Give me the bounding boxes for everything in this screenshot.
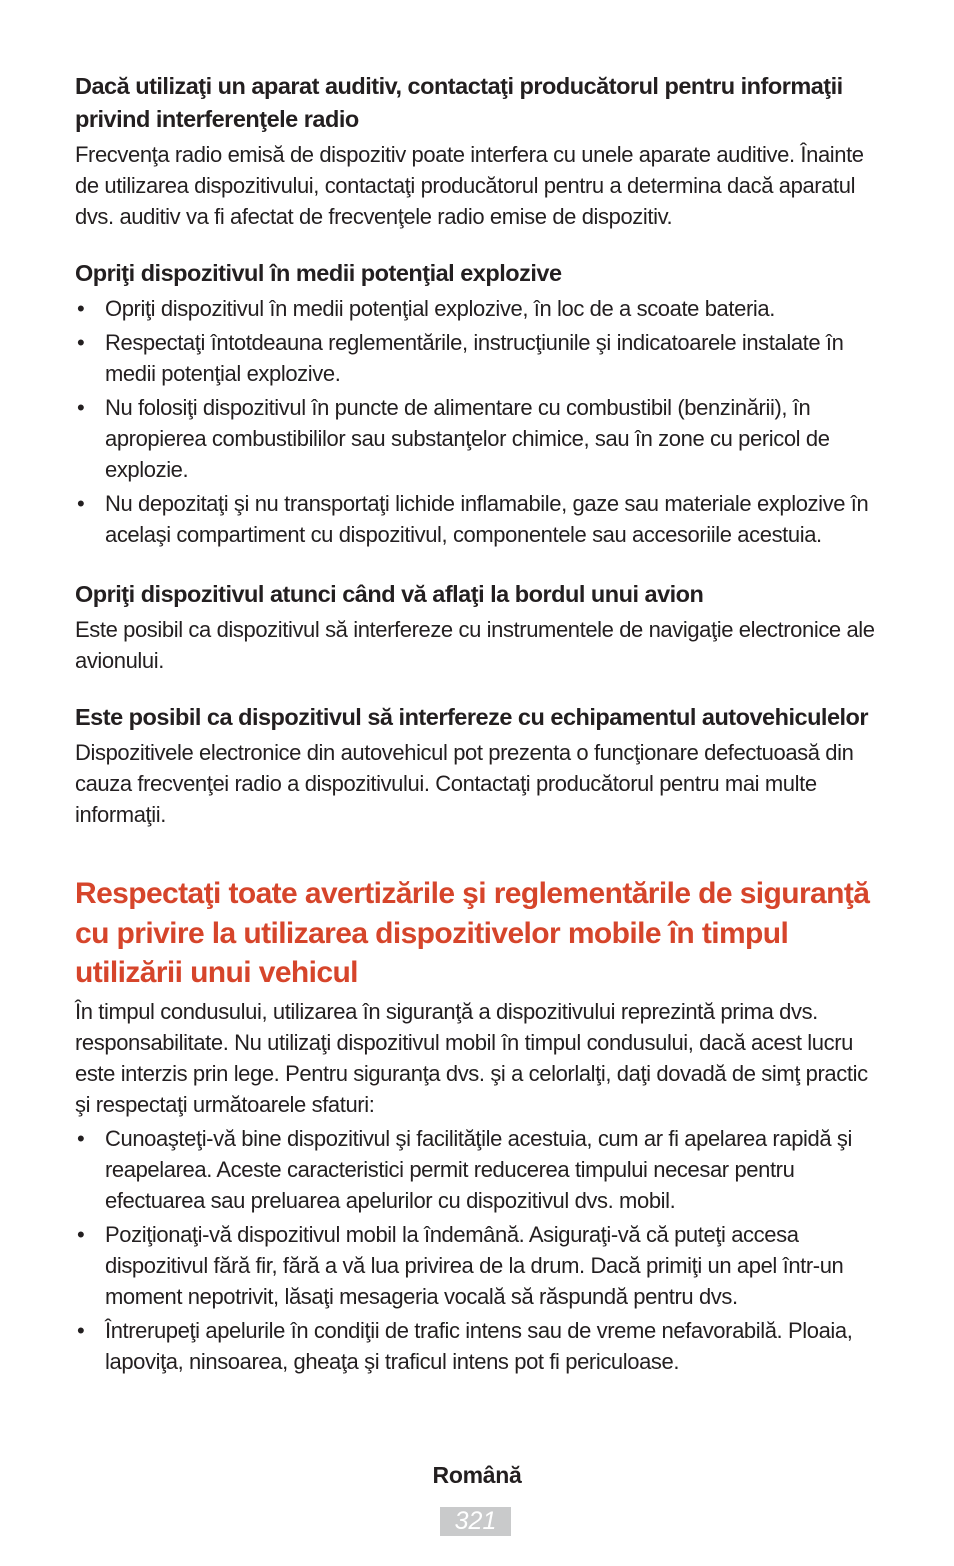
list-item-text: Respectaţi întotdeauna reglementările, instrucţiunile şi indicatoarele instalate în medii potenţial explozive. <box>105 330 844 386</box>
document-page <box>75 70 885 1380</box>
bullet-icon: • <box>77 491 85 516</box>
list-item-text: Nu folosiţi dispozitivul în puncte de alimentare cu combustibil (benzinării), în apropierea combustibililor sau substanţelor chimice, sau în zone cu pericol de explozie. <box>105 395 830 482</box>
bullet-icon: • <box>77 1317 85 1343</box>
list-item-text: Cunoaşteţi-vă bine dispozitivul şi facilităţile acestuia, cum ar fi apelarea rapidă şi reapelarea. Aceste caracteristici permit reducerea timpului necesar pentru efectuarea sau preluarea apelurilor cu dispozitivul dvs. mobil. <box>105 1125 852 1213</box>
list-item <box>75 1315 885 1377</box>
list-item <box>75 1123 885 1216</box>
bullet-list <box>75 1123 885 1377</box>
section-heading: Dacă utilizaţi un aparat auditiv, contactaţi producătorul pentru informaţii privind interferenţele radio <box>75 73 843 132</box>
section-paragraph: Dispozitivele electronice din autovehicul pot prezenta o funcţionare defectuoasă din cauza frecvenţei radio a dispozitivului. Contactaţi producătorul pentru mai multe informaţii. <box>75 740 854 827</box>
section-heading: Opriţi dispozitivul în medii potenţial explozive <box>75 260 562 286</box>
main-heading: Respectaţi toate avertizările şi reglementările de siguranţă cu privire la utilizarea dispozitivelor mobile în timpul utilizării unui vehicul <box>75 877 870 989</box>
bullet-icon: • <box>77 1221 85 1247</box>
section-paragraph: Este posibil ca dispozitivul să interfereze cu instrumentele de navigaţie electronice ale avionului. <box>75 617 875 673</box>
section-paragraph: Frecvenţa radio emisă de dispozitiv poate interfera cu unele aparate auditive. Înainte de utilizarea dispozitivului, contactaţi producătorul pentru a determina dacă aparatul dvs. auditiv va fi afectat de frecvenţele radio emise de dispozitiv. <box>75 142 864 229</box>
list-item <box>75 1219 885 1312</box>
list-item <box>75 488 885 550</box>
bullet-list <box>75 293 885 550</box>
section-aircraft <box>75 578 885 676</box>
section-heading: Este posibil ca dispozitivul să interfereze cu echipamentul autovehiculelor <box>75 704 869 730</box>
section-vehicle-equipment <box>75 701 885 830</box>
section-explosive-environments <box>75 257 885 550</box>
section-paragraph: În timpul condusului, utilizarea în siguranţă a dispozitivului reprezintă prima dvs. responsabilitate. Nu utilizaţi dispozitivul mobil în timpul condusului, dacă acest lucru este interzis prin lege. Pentru siguranţa dvs. şi a celorlalţi, daţi dovadă de simţ practic şi respectaţi următoarele sfaturi: <box>75 998 868 1117</box>
bullet-icon: • <box>77 330 85 355</box>
list-item-text: Întrerupeţi apelurile în condiţii de trafic intens sau de vreme nefavorabilă. Ploaia, lapoviţa, ninsoarea, gheaţa şi traficul intens pot fi periculoase. <box>105 1317 853 1374</box>
list-item-text: Poziţionaţi-vă dispozitivul mobil la îndemână. Asiguraţi-vă că puteţi accesa dispozitivul fără fir, fără a vă lua privirea de la drum. Dacă primiţi un apel într-un moment nepotrivit, lăsaţi mesageria vocală să răspundă pentru dvs. <box>105 1221 844 1309</box>
section-driving-safety <box>75 874 885 1377</box>
section-hearing-aids <box>75 70 885 232</box>
list-item-text: Opriţi dispozitivul în medii potenţial explozive, în loc de a scoate bateria. <box>105 296 775 321</box>
list-item <box>75 293 885 324</box>
footer-language: Română <box>432 1462 522 1488</box>
bullet-icon: • <box>77 1125 85 1151</box>
section-heading: Opriţi dispozitivul atunci când vă aflaţi la bordul unui avion <box>75 581 704 607</box>
bullet-icon: • <box>77 395 85 420</box>
list-item <box>75 392 885 485</box>
list-item-text: Nu depozitaţi şi nu transportaţi lichide inflamabile, gaze sau materiale explozive în acelaşi compartiment cu dispozitivul, componentele sau accesoriile acestuia. <box>105 491 869 547</box>
list-item <box>75 327 885 389</box>
page-number-badge: 321 <box>440 1507 511 1536</box>
bullet-icon: • <box>77 296 85 321</box>
